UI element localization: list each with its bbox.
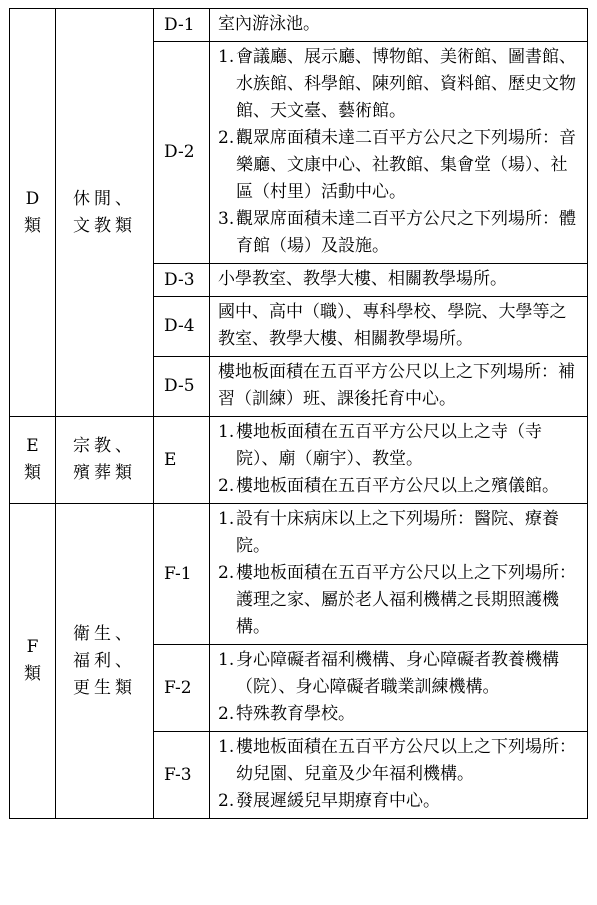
description-cell <box>210 357 588 417</box>
item-text: 身心障礙者福利機構、身心障礙者教養機構（院）、身心障礙者職業訓練機構。 <box>236 650 559 697</box>
category-line: 文教類 <box>73 215 136 236</box>
group-cell-d <box>10 9 56 417</box>
list-item <box>218 359 581 413</box>
code-cell: F-1 <box>154 504 210 645</box>
category-line: 殯葬類 <box>73 463 136 483</box>
item-number: 1. <box>218 737 235 757</box>
item-text: 室內游泳池。 <box>218 14 320 34</box>
code-cell: E <box>154 417 210 504</box>
item-text: 樓地板面積在五百平方公尺以上之下列場所：護理之家、屬於老人福利機構之長期照護機構。 <box>236 563 576 637</box>
item-number: 1. <box>218 650 235 670</box>
item-number: 2. <box>218 704 235 724</box>
list-item <box>218 266 581 293</box>
list-item <box>218 560 581 641</box>
category-cell-e <box>56 417 154 504</box>
item-number: 2. <box>218 791 235 811</box>
description-cell <box>210 297 588 357</box>
list-item <box>218 11 581 38</box>
list-item <box>218 44 581 125</box>
item-number: 2. <box>218 476 235 496</box>
category-cell-d <box>56 9 154 417</box>
code-cell: D-2 <box>154 42 210 264</box>
category-cell-f <box>56 504 154 819</box>
list-item <box>218 788 581 815</box>
list-item <box>218 473 581 500</box>
description-cell <box>210 42 588 264</box>
description-cell <box>210 9 588 42</box>
item-text: 設有十床病床以上之下列場所：醫院、療養院。 <box>236 509 559 556</box>
list-item <box>218 299 581 353</box>
group-letter: E <box>26 436 39 456</box>
group-letter: D <box>25 188 40 209</box>
description-cell <box>210 732 588 819</box>
group-cell-e <box>10 417 56 504</box>
category-line: 宗教、 <box>73 436 136 456</box>
item-number: 1. <box>218 47 235 67</box>
group-cell-f <box>10 504 56 819</box>
list-item <box>218 701 581 728</box>
code-cell: F-3 <box>154 732 210 819</box>
code-cell: D-3 <box>154 264 210 297</box>
item-text: 特殊教育學校。 <box>236 704 355 724</box>
group-type-char: 類 <box>24 463 41 483</box>
group-type-char: 類 <box>24 664 41 684</box>
item-number: 2. <box>218 128 235 148</box>
description-cell <box>210 417 588 504</box>
list-item <box>218 506 581 560</box>
group-letter: F <box>26 637 39 657</box>
group-type-char: 類 <box>24 215 41 236</box>
table-row <box>10 504 588 645</box>
item-number: 1. <box>218 509 235 529</box>
category-line: 休閒、 <box>73 188 136 209</box>
item-number: 2. <box>218 563 235 583</box>
code-cell: F-2 <box>154 645 210 732</box>
list-item <box>218 125 581 206</box>
list-item <box>218 734 581 788</box>
category-line: 衛生、 <box>73 623 136 644</box>
item-text: 樓地板面積在五百平方公尺以上之殯儀館。 <box>236 476 559 496</box>
table-row <box>10 417 588 504</box>
item-text: 觀眾席面積未達二百平方公尺之下列場所：體育館（場）及設施。 <box>236 209 576 256</box>
item-text: 樓地板面積在五百平方公尺以上之寺（寺院）、廟（廟宇）、教堂。 <box>236 422 542 469</box>
table-row <box>10 9 588 42</box>
item-text: 會議廳、展示廳、博物館、美術館、圖書館、水族館、科學館、陳列館、資料館、歷史文物館、天文臺、藝術館。 <box>236 47 576 121</box>
item-text: 發展遲緩兒早期療育中心。 <box>236 791 440 811</box>
description-cell <box>210 264 588 297</box>
category-line: 福利、 <box>73 650 136 671</box>
classification-table <box>9 8 588 819</box>
list-item <box>218 647 581 701</box>
item-text: 小學教室、教學大樓、相關教學場所。 <box>218 269 507 289</box>
list-item <box>218 419 581 473</box>
item-text: 樓地板面積在五百平方公尺以上之下列場所：幼兒園、兒童及少年福利機構。 <box>236 737 576 784</box>
category-line: 更生類 <box>73 677 136 698</box>
code-cell: D-4 <box>154 297 210 357</box>
item-number: 1. <box>218 422 235 442</box>
description-cell <box>210 504 588 645</box>
description-cell <box>210 645 588 732</box>
item-text: 國中、高中（職）、專科學校、學院、大學等之教室、教學大樓、相關教學場所。 <box>218 302 567 349</box>
code-cell: D-1 <box>154 9 210 42</box>
item-text: 樓地板面積在五百平方公尺以上之下列場所：補習（訓練）班、課後托育中心。 <box>218 362 575 409</box>
item-text: 觀眾席面積未達二百平方公尺之下列場所：音樂廳、文康中心、社教館、集會堂（場）、社區（村里）活動中心。 <box>236 128 576 202</box>
code-cell: D-5 <box>154 357 210 417</box>
item-number: 3. <box>218 209 235 229</box>
list-item <box>218 206 581 260</box>
